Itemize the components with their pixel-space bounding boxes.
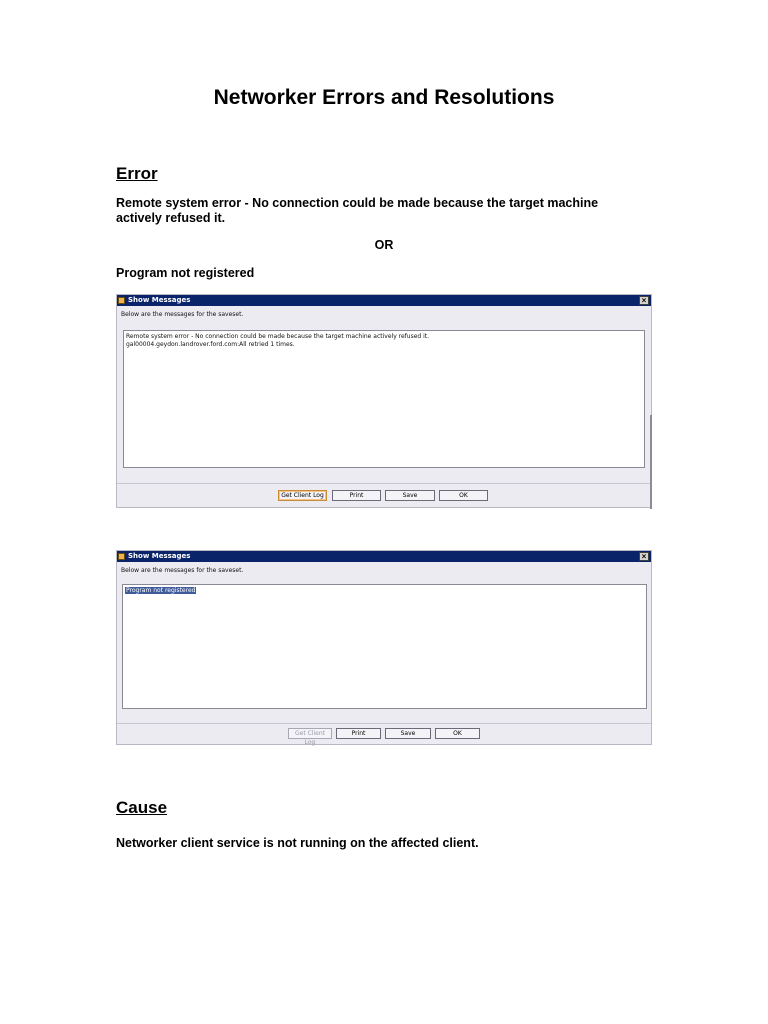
dialog-title: Show Messages [128, 552, 191, 560]
close-icon[interactable]: × [639, 552, 649, 561]
save-button[interactable]: Save [385, 728, 431, 739]
app-icon [118, 297, 125, 304]
divider [117, 723, 651, 724]
message-line-selected: Program not registered [126, 587, 196, 594]
messages-textarea[interactable] [123, 330, 645, 468]
messages-label: Below are the messages for the saveset. [121, 311, 244, 318]
messages-label: Below are the messages for the saveset. [121, 567, 244, 574]
get-client-log-button[interactable]: Get Client Log [288, 728, 332, 739]
page-title: Networker Errors and Resolutions [213, 86, 555, 109]
show-messages-dialog-1 [116, 294, 652, 508]
print-button[interactable]: Print [336, 728, 381, 739]
error-description-2: Program not registered [116, 266, 255, 280]
divider [117, 483, 651, 484]
dialog-titlebar[interactable] [117, 295, 651, 306]
cause-heading: Cause [116, 798, 168, 817]
get-client-log-button[interactable]: Get Client Log [278, 490, 327, 501]
message-line: gal00004.geydon.landrover.ford.com:All retried 1 times. [126, 341, 295, 348]
window-edge [650, 415, 652, 509]
print-button[interactable]: Print [332, 490, 381, 501]
error-description: Remote system error - No connection could be made because the target machine actively refused it. [116, 196, 599, 225]
dialog-title: Show Messages [128, 296, 191, 304]
app-icon [118, 553, 125, 560]
close-icon[interactable]: × [639, 296, 649, 305]
save-button[interactable]: Save [385, 490, 435, 501]
dialog-titlebar[interactable] [117, 551, 651, 562]
error-heading: Error [116, 164, 158, 183]
ok-button[interactable]: OK [439, 490, 488, 501]
ok-button[interactable]: OK [435, 728, 480, 739]
message-line: Remote system error - No connection could be made because the target machine actively refused it. [126, 333, 430, 340]
messages-textarea[interactable] [122, 584, 647, 709]
show-messages-dialog-2 [116, 550, 652, 745]
or-separator: OR [374, 238, 394, 252]
cause-description: Networker client service is not running on the affected client. [116, 836, 479, 850]
